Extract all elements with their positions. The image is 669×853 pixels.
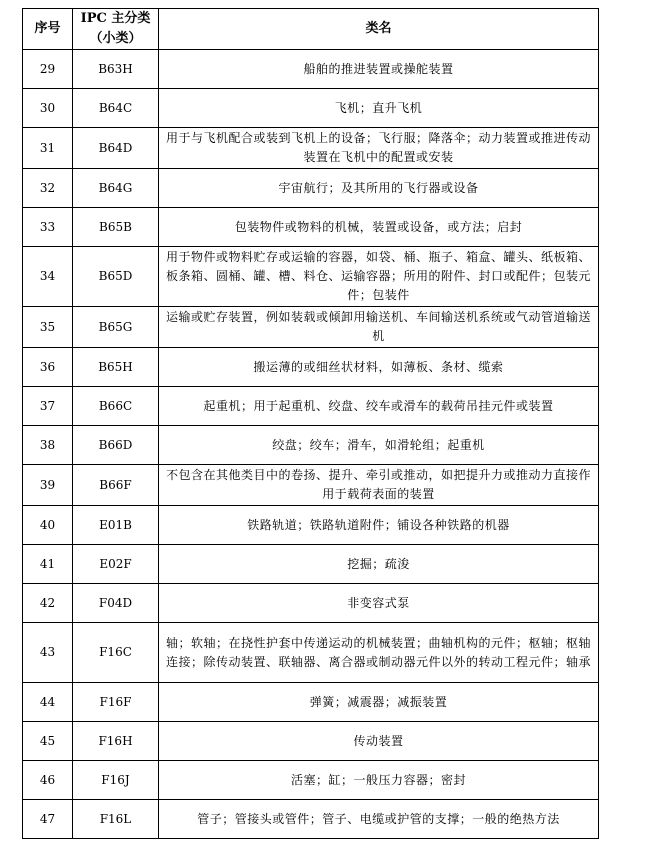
row-ipc-code: E02F bbox=[73, 545, 159, 584]
row-class-name: 非变容式泵 bbox=[159, 584, 599, 623]
row-class-name: 用于物件或物料贮存或运输的容器，如袋、桶、瓶子、箱盒、罐头、纸板箱、板条箱、圆桶、罐、槽、料仓、运输容器；所用的附件、封口或配件；包装元件；包装件 bbox=[159, 247, 599, 307]
table-row bbox=[23, 545, 599, 584]
row-ipc-code: F04D bbox=[73, 584, 159, 623]
table-row bbox=[23, 348, 599, 387]
row-class-name: 宇宙航行；及其所用的飞行器或设备 bbox=[159, 169, 599, 208]
table-row bbox=[23, 506, 599, 545]
row-class-name: 起重机；用于起重机、绞盘、绞车或滑车的载荷吊挂元件或装置 bbox=[159, 387, 599, 426]
table-header-row bbox=[23, 9, 599, 50]
row-class-name: 轴；软轴；在挠性护套中传递运动的机械装置；曲轴机构的元件；枢轴；枢轴连接；除传动装置、联轴器、离合器或制动器元件以外的转动工程元件；轴承 bbox=[159, 623, 599, 683]
ipc-classification-table bbox=[22, 8, 599, 839]
row-class-name: 弹簧；减震器；减振装置 bbox=[159, 683, 599, 722]
row-class-name: 铁路轨道；铁路轨道附件；铺设各种铁路的机器 bbox=[159, 506, 599, 545]
row-class-name: 管子；管接头或管件；管子、电缆或护管的支撑；一般的绝热方法 bbox=[159, 800, 599, 839]
row-num: 30 bbox=[23, 89, 73, 128]
row-class-name: 绞盘；绞车；滑车，如滑轮组；起重机 bbox=[159, 426, 599, 465]
row-class-name: 活塞；缸；一般压力容器；密封 bbox=[159, 761, 599, 800]
table-row bbox=[23, 800, 599, 839]
row-num: 34 bbox=[23, 247, 73, 307]
row-num: 37 bbox=[23, 387, 73, 426]
row-ipc-code: F16L bbox=[73, 800, 159, 839]
row-ipc-code: F16J bbox=[73, 761, 159, 800]
row-ipc-code: B64G bbox=[73, 169, 159, 208]
row-num: 44 bbox=[23, 683, 73, 722]
row-ipc-code: B66F bbox=[73, 465, 159, 506]
table-body bbox=[23, 50, 599, 839]
table-row bbox=[23, 465, 599, 506]
row-class-name: 船舶的推进装置或操舵装置 bbox=[159, 50, 599, 89]
row-ipc-code: F16C bbox=[73, 623, 159, 683]
table-row bbox=[23, 722, 599, 761]
table-row bbox=[23, 208, 599, 247]
row-num: 32 bbox=[23, 169, 73, 208]
row-ipc-code: B66D bbox=[73, 426, 159, 465]
table-row bbox=[23, 761, 599, 800]
header-num: 序号 bbox=[23, 9, 73, 50]
row-class-name: 飞机；直升飞机 bbox=[159, 89, 599, 128]
row-ipc-code: B65D bbox=[73, 247, 159, 307]
row-ipc-code: B65B bbox=[73, 208, 159, 247]
table-row bbox=[23, 169, 599, 208]
row-class-name: 传动装置 bbox=[159, 722, 599, 761]
table-row bbox=[23, 683, 599, 722]
row-num: 40 bbox=[23, 506, 73, 545]
row-ipc-code: F16F bbox=[73, 683, 159, 722]
row-num: 29 bbox=[23, 50, 73, 89]
row-num: 38 bbox=[23, 426, 73, 465]
row-num: 33 bbox=[23, 208, 73, 247]
row-num: 31 bbox=[23, 128, 73, 169]
row-num: 43 bbox=[23, 623, 73, 683]
row-num: 35 bbox=[23, 307, 73, 348]
row-class-name: 包装物件或物料的机械，装置或设备，或方法；启封 bbox=[159, 208, 599, 247]
row-ipc-code: B65G bbox=[73, 307, 159, 348]
table-row bbox=[23, 426, 599, 465]
row-ipc-code: F16H bbox=[73, 722, 159, 761]
row-num: 36 bbox=[23, 348, 73, 387]
table-row bbox=[23, 623, 599, 683]
row-class-name: 搬运薄的或细丝状材料，如薄板、条材、缆索 bbox=[159, 348, 599, 387]
row-ipc-code: B66C bbox=[73, 387, 159, 426]
table-row bbox=[23, 89, 599, 128]
table-row bbox=[23, 387, 599, 426]
row-ipc-code: E01B bbox=[73, 506, 159, 545]
row-num: 46 bbox=[23, 761, 73, 800]
row-class-name: 不包含在其他类目中的卷扬、提升、牵引或推动，如把提升力或推动力直接作用于载荷表面的装置 bbox=[159, 465, 599, 506]
header-code: IPC 主分类（小类） bbox=[73, 9, 159, 50]
row-num: 41 bbox=[23, 545, 73, 584]
table-row bbox=[23, 128, 599, 169]
header-name: 类名 bbox=[159, 9, 599, 50]
row-ipc-code: B64C bbox=[73, 89, 159, 128]
row-class-name: 挖掘；疏浚 bbox=[159, 545, 599, 584]
table-row bbox=[23, 50, 599, 89]
table-row bbox=[23, 247, 599, 307]
row-num: 42 bbox=[23, 584, 73, 623]
row-class-name: 运输或贮存装置，例如装载或倾卸用输送机、车间输送机系统或气动管道输送机 bbox=[159, 307, 599, 348]
row-ipc-code: B65H bbox=[73, 348, 159, 387]
table-row bbox=[23, 307, 599, 348]
row-class-name: 用于与飞机配合或装到飞机上的设备；飞行服；降落伞；动力装置或推进传动装置在飞机中的配置或安装 bbox=[159, 128, 599, 169]
row-ipc-code: B64D bbox=[73, 128, 159, 169]
row-num: 45 bbox=[23, 722, 73, 761]
row-num: 47 bbox=[23, 800, 73, 839]
row-num: 39 bbox=[23, 465, 73, 506]
row-ipc-code: B63H bbox=[73, 50, 159, 89]
table-row bbox=[23, 584, 599, 623]
